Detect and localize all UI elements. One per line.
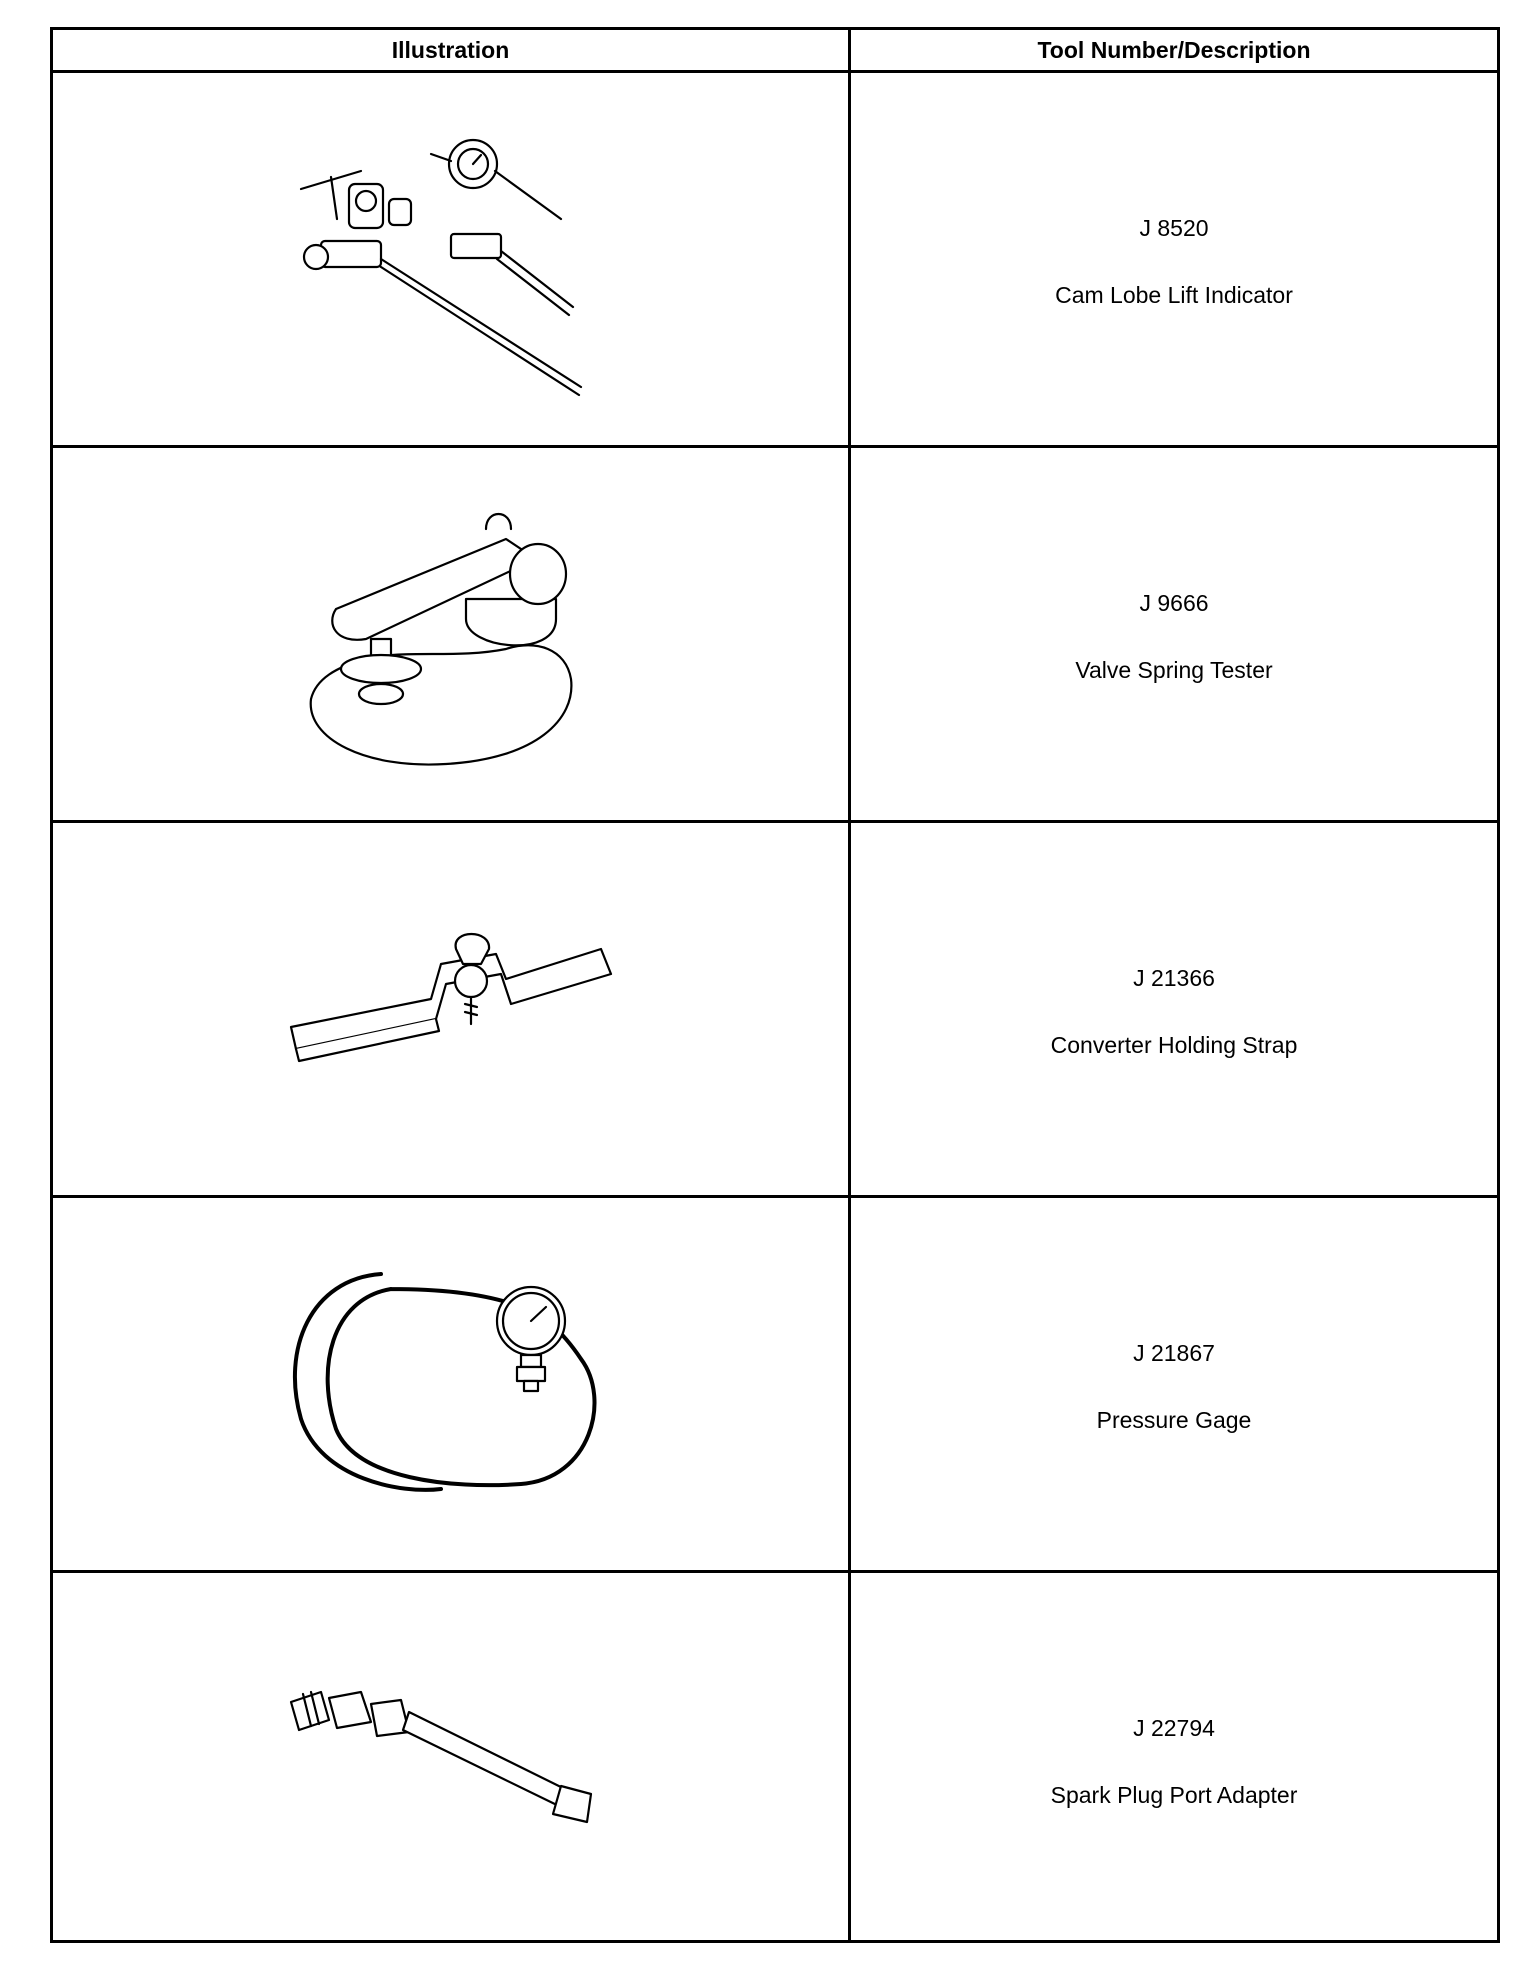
tool-cell: [851, 823, 1497, 1195]
tool-description: Converter Holding Strap: [1050, 1032, 1298, 1058]
spark-plug-port-adapter-icon: [291, 1682, 611, 1832]
table-row: [53, 823, 1497, 1195]
tool-cell: [851, 1573, 1497, 1940]
table-row: [53, 1573, 1497, 1940]
illustration-cell: [53, 73, 848, 445]
table-row: [53, 73, 1497, 445]
header-illustration: Illustration: [391, 37, 510, 63]
special-tools-table: [50, 27, 1500, 1943]
tool-cell: [851, 1198, 1497, 1570]
table-row: [53, 448, 1497, 820]
pressure-gage-icon: [291, 1269, 611, 1499]
header-tool-number-description: Tool Number/Description: [1037, 37, 1311, 63]
illustration-cell: [53, 823, 848, 1195]
tool-description: Spark Plug Port Adapter: [1050, 1782, 1298, 1808]
illustration-cell: [53, 1573, 848, 1940]
tool-cell: [851, 73, 1497, 445]
tool-description: Valve Spring Tester: [1075, 657, 1273, 683]
tool-description: Cam Lobe Lift Indicator: [1055, 282, 1293, 308]
tool-number: J 21366: [1133, 965, 1215, 991]
tool-number: J 22794: [1133, 1715, 1215, 1741]
tool-number: J 9666: [1139, 590, 1209, 616]
valve-spring-tester-icon: [306, 499, 596, 769]
tool-description: Pressure Gage: [1096, 1407, 1252, 1433]
illustration-cell: [53, 1198, 848, 1570]
tool-number: J 8520: [1139, 215, 1209, 241]
illustration-cell: [53, 448, 848, 820]
table-row: [53, 1198, 1497, 1570]
tool-cell: [851, 448, 1497, 820]
cam-lobe-lift-indicator-icon: [291, 129, 611, 389]
converter-holding-strap-icon: [291, 909, 611, 1109]
tool-number: J 21867: [1133, 1340, 1215, 1366]
